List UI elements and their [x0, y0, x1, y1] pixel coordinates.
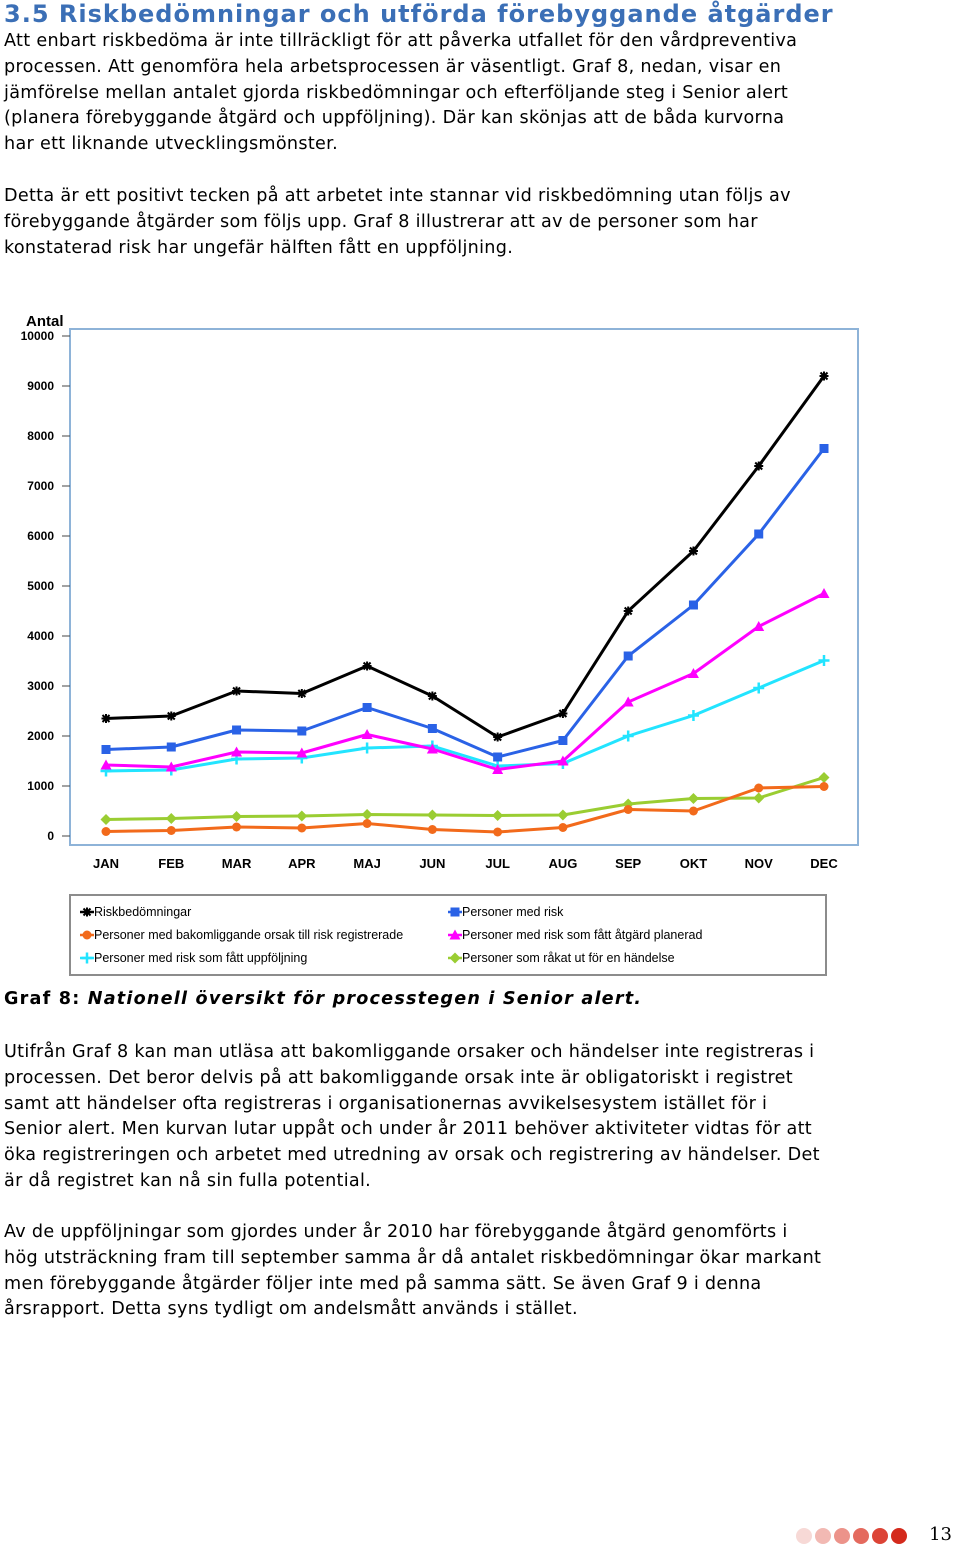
text-line: men förebyggande åtgärder följer inte med på samma sätt. Se även Graf 9 i denna: [4, 1273, 762, 1294]
x-tick-label: JAN: [92, 856, 120, 871]
legend-label: Personer med risk: [462, 905, 564, 919]
data-point: [232, 726, 241, 735]
y-tick-label: 5000: [27, 579, 54, 593]
data-point: [428, 825, 437, 834]
text-line: konstaterad risk har ungefär hälften fått en uppföljning.: [4, 237, 514, 258]
y-tick-label: 6000: [27, 529, 54, 543]
data-point: [558, 823, 567, 832]
data-point: [428, 724, 437, 733]
caption-text: Nationell översikt för processtegen i Senior alert.: [87, 989, 643, 1009]
data-point: [232, 823, 241, 832]
text-line: Av de uppföljningar som gjordes under år 2010 har förebyggande åtgärd genomförts i: [4, 1222, 788, 1242]
data-point: [820, 782, 829, 791]
paragraph-registrations: [4, 1040, 960, 1195]
y-tick-label: 3000: [27, 679, 54, 693]
y-tick-label: 4000: [27, 629, 54, 643]
chart-graf-8: [0, 300, 880, 990]
x-tick-label: JUL: [485, 856, 510, 871]
data-point: [428, 692, 437, 701]
data-point: [689, 807, 698, 816]
x-tick-label: MAJ: [353, 856, 381, 871]
text-line: öka registreringen och arbetet med utredning av orsak och registrering av händelser. Det: [4, 1145, 820, 1166]
paragraph-positive-sign: [4, 184, 960, 261]
data-point: [754, 784, 763, 793]
y-tick-label: 9000: [27, 379, 54, 393]
y-tick-label: 8000: [27, 429, 54, 443]
text-line: processen. Det beror delvis på att bakomliggande orsak inte är obligatoriskt i registret: [4, 1067, 793, 1088]
data-point: [363, 819, 372, 828]
y-axis-ticks: [21, 329, 70, 843]
data-point: [624, 652, 633, 661]
legend-item: [80, 951, 307, 965]
paragraph-followups: [4, 1220, 960, 1323]
legend-item: [80, 905, 191, 919]
data-point: [167, 712, 176, 721]
legend-label: Riskbedömningar: [94, 905, 192, 919]
footer-dot: [872, 1528, 888, 1544]
footer-dot: [834, 1528, 850, 1544]
x-tick-label: JUN: [419, 856, 446, 871]
text-line: är då registret kan nå sin fulla potential.: [4, 1170, 372, 1191]
y-tick-label: 7000: [27, 479, 54, 493]
data-point: [363, 703, 372, 712]
x-tick-label: MAR: [221, 856, 252, 871]
x-tick-label: SEP: [615, 856, 642, 871]
x-tick-label: AUG: [548, 856, 578, 871]
legend-item: [448, 928, 702, 942]
text-line: Detta är ett positivt tecken på att arbetet inte stannar vid riskbedömning utan följs av: [4, 186, 791, 206]
data-point: [83, 908, 92, 917]
text-line: förebyggande åtgärder som följs upp. Graf 8 illustrerar att av de personer som har: [4, 211, 758, 232]
section-heading: 3.5 Riskbedömningar och utförda förebyggande åtgärder: [4, 0, 834, 28]
data-point: [820, 372, 829, 381]
data-point: [754, 530, 763, 539]
y-tick-label: 10000: [20, 329, 54, 343]
data-point: [297, 689, 306, 698]
legend-item: [448, 951, 675, 965]
text-line: Att enbart riskbedöma är inte tillräckligt för att påverka utfallet för den vårdpreventiva: [4, 31, 798, 51]
legend-item: [80, 928, 403, 942]
data-point: [232, 687, 241, 696]
text-line: jämförelse mellan antalet gjorda riskbedömningar och efterföljande steg i Senior alert: [4, 82, 789, 103]
footer-dot: [815, 1528, 831, 1544]
data-point: [689, 547, 698, 556]
x-tick-label: DEC: [810, 856, 838, 871]
data-point: [820, 444, 829, 453]
x-tick-label: NOV: [744, 856, 773, 871]
y-tick-label: 0: [47, 829, 54, 843]
data-point: [558, 709, 567, 718]
paragraph-intro: [4, 29, 960, 158]
data-point: [624, 805, 633, 814]
text-line: samt att händelser ofta registreras i organisationernas avvikelsesystem istället för i: [4, 1093, 768, 1114]
data-point: [493, 828, 502, 837]
data-point: [363, 662, 372, 671]
footer-dot: [891, 1528, 907, 1544]
data-point: [297, 824, 306, 833]
line-chart: [0, 300, 880, 990]
y-tick-label: 1000: [27, 779, 54, 793]
x-tick-label: APR: [288, 856, 316, 871]
data-point: [754, 462, 763, 471]
y-axis-title: Antal: [26, 313, 64, 330]
legend-label: Personer som råkat ut för en händelse: [462, 951, 675, 965]
text-line: årsrapport. Detta syns tydligt om andelsmått används i stället.: [4, 1299, 578, 1320]
caption-prefix: Graf 8:: [4, 989, 88, 1009]
data-point: [102, 745, 111, 754]
y-tick-label: 2000: [27, 729, 54, 743]
data-point: [451, 908, 460, 917]
footer-dot: [796, 1528, 812, 1544]
legend-label: Personer med risk som fått åtgärd planerad: [462, 928, 703, 942]
footer-dot: [853, 1528, 869, 1544]
data-point: [83, 931, 92, 940]
x-axis-ticks: [93, 856, 838, 871]
data-point: [167, 743, 176, 752]
figure-caption: [4, 989, 642, 1009]
page-number: 13: [929, 1524, 952, 1545]
x-tick-label: OKT: [679, 856, 708, 871]
data-point: [689, 601, 698, 610]
data-point: [624, 607, 633, 616]
footer-dots-decoration: [796, 1528, 907, 1544]
page-footer: [796, 1524, 956, 1548]
text-line: har ett liknande utvecklingsmönster.: [4, 134, 338, 155]
legend-label: Personer med risk som fått uppföljning: [94, 951, 308, 965]
data-point: [102, 827, 111, 836]
text-line: hög utsträckning fram till september samma år då antalet riskbedömningar ökar markant: [4, 1247, 822, 1268]
data-point: [297, 727, 306, 736]
text-line: Senior alert. Men kurvan lutar uppåt och under år 2011 behöver aktiviteter vidtas för att: [4, 1119, 812, 1140]
data-point: [493, 733, 502, 742]
data-point: [102, 714, 111, 723]
data-point: [493, 753, 502, 762]
x-tick-label: FEB: [158, 856, 185, 871]
text-line: Utifrån Graf 8 kan man utläsa att bakomliggande orsaker och händelser inte registreras i: [4, 1042, 815, 1062]
data-point: [558, 736, 567, 745]
text-line: processen. Att genomföra hela arbetsprocessen är väsentligt. Graf 8, nedan, visar en: [4, 56, 782, 77]
legend-label: Personer med bakomliggande orsak till risk registrerade: [94, 928, 404, 942]
data-point: [167, 826, 176, 835]
legend-item: [448, 905, 564, 919]
text-line: (planera förebyggande åtgärd och uppföljning). Där kan skönjas att de båda kurvorna: [4, 108, 785, 129]
